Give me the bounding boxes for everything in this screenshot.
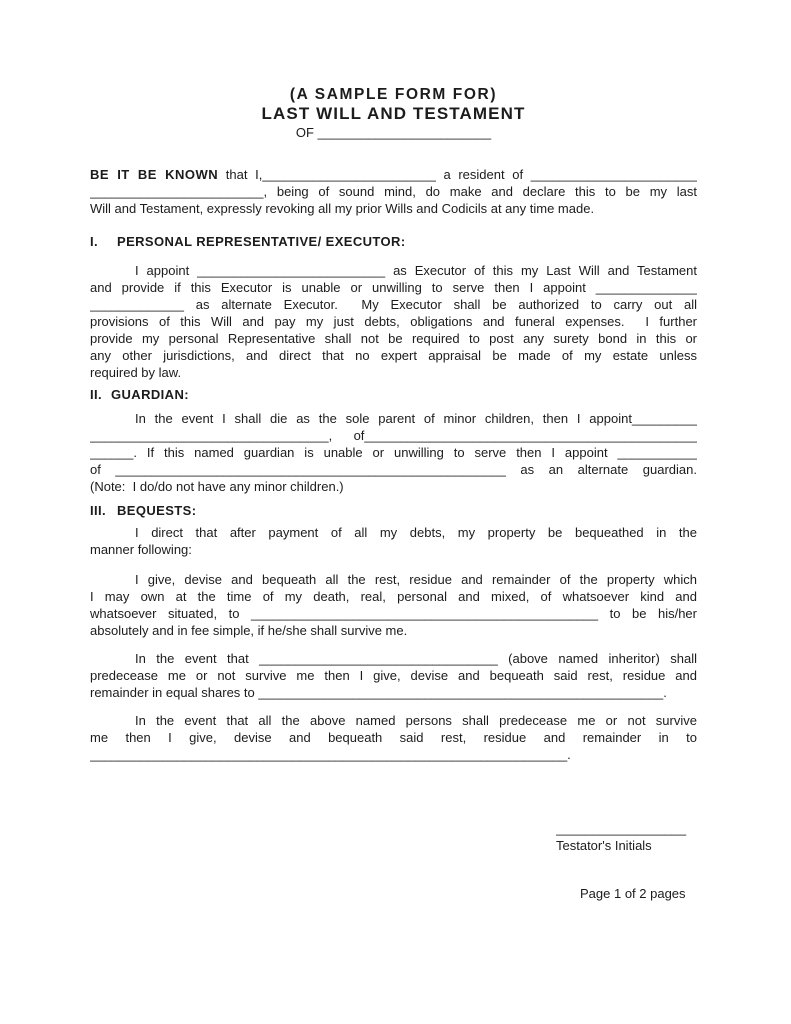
form-line: In the event that all the above named persons shall predecease me or not survive xyxy=(135,713,697,728)
form-line: ______. If this named guardian is unable or unwilling to serve then I appoint ___________ xyxy=(90,445,697,460)
form-line: provisions of this Will and pay my just debts, obligations and funeral expenses. I further xyxy=(90,314,697,329)
form-line: provide my personal Representative shall not be required to post any surety bond in this or xyxy=(90,331,697,346)
bequests-predecease-paragraph xyxy=(90,650,697,701)
document-title-block xyxy=(90,86,697,141)
page-number: Page 1 of 2 pages xyxy=(580,886,686,901)
form-line: of ______________________________________________________ as an alternate guardian. xyxy=(90,462,697,477)
section-3-number: III. xyxy=(90,503,107,518)
title-last-will-line: LAST WILL AND TESTAMENT xyxy=(261,104,526,123)
form-line: I appoint __________________________ as Executor of this my Last Will and Testament xyxy=(135,263,697,278)
form-line: I may own at the time of my death, real, personal and mixed, of whatsoever kind and xyxy=(90,589,697,604)
bequests-intro-paragraph xyxy=(90,524,697,558)
form-line: _________________________________, of______________________________________________ xyxy=(90,428,697,443)
section-1-number: I. xyxy=(90,234,99,249)
form-line: and provide if this Executor is unable or unwilling to serve then I appoint ______________ xyxy=(90,280,697,295)
section-3-heading xyxy=(90,502,697,519)
form-line: I give, devise and bequeath all the rest, residue and remainder of the property which xyxy=(135,572,697,587)
testator-initials-block xyxy=(556,820,697,854)
section-2-number: II. xyxy=(90,387,103,402)
form-line: predecease me or not survive me then I give, devise and bequeath said rest, residue and xyxy=(90,668,697,683)
section-2-heading xyxy=(90,386,697,403)
minor-children-note-line: (Note: I do/do not have any minor children.) xyxy=(90,479,344,494)
intro-paragraph xyxy=(90,166,697,217)
title-sample-form-line: (A SAMPLE FORM FOR) xyxy=(289,86,498,103)
form-line: remainder in equal shares to ________________________________________________________. xyxy=(90,685,667,700)
form-line: ________________________, being of sound mind, do make and declare this to be my last xyxy=(90,184,697,199)
form-line: me then I give, devise and bequeath said rest, residue and remainder in to xyxy=(90,730,697,745)
form-line: In the event that _________________________________ (above named inheritor) shall xyxy=(135,651,697,666)
initials-signature-line: __________________ xyxy=(556,821,687,836)
form-line: absolutely and in fee simple, if he/she shall survive me. xyxy=(90,623,408,638)
form-line: whatsoever situated, to ________________________________________________ to be his/her xyxy=(90,606,697,621)
form-line: __________________________________________________________________. xyxy=(90,747,571,762)
section-1-heading-label: PERSONAL REPRESENTATIVE/ EXECUTOR: xyxy=(117,234,406,249)
form-line: In the event I shall die as the sole parent of minor children, then I appoint_________ xyxy=(135,411,697,426)
section-1-heading xyxy=(90,233,697,250)
section-3-heading-label: BEQUESTS: xyxy=(117,503,197,518)
form-line: required by law. xyxy=(90,365,182,380)
bequests-all-predecease-paragraph xyxy=(90,712,697,763)
section-2-heading-label: GUARDIAN: xyxy=(111,387,189,402)
form-line: Will and Testament, expressly revoking all my prior Wills and Codicils at any time made. xyxy=(90,201,595,216)
section-1-paragraph xyxy=(90,262,697,381)
form-line xyxy=(90,166,697,183)
be-it-known-lead: BE IT BE KNOWN xyxy=(90,167,219,182)
section-2-paragraph xyxy=(90,410,697,495)
initials-label: Testator's Initials xyxy=(556,838,652,853)
bequests-residue-paragraph xyxy=(90,571,697,639)
form-line: _____________ as alternate Executor. My Executor shall be authorized to carry out all xyxy=(90,297,697,312)
intro-line1-rest: that I,________________________ a resident of _______________________ xyxy=(218,167,697,182)
form-line: manner following: xyxy=(90,542,192,557)
form-line: I direct that after payment of all my debts, my property be bequeathed in the xyxy=(135,525,697,540)
title-of-blank-line: OF ________________________ xyxy=(295,125,492,140)
form-line: any other jurisdictions, and direct that no expert appraisal be made of my estate unless xyxy=(90,348,697,363)
